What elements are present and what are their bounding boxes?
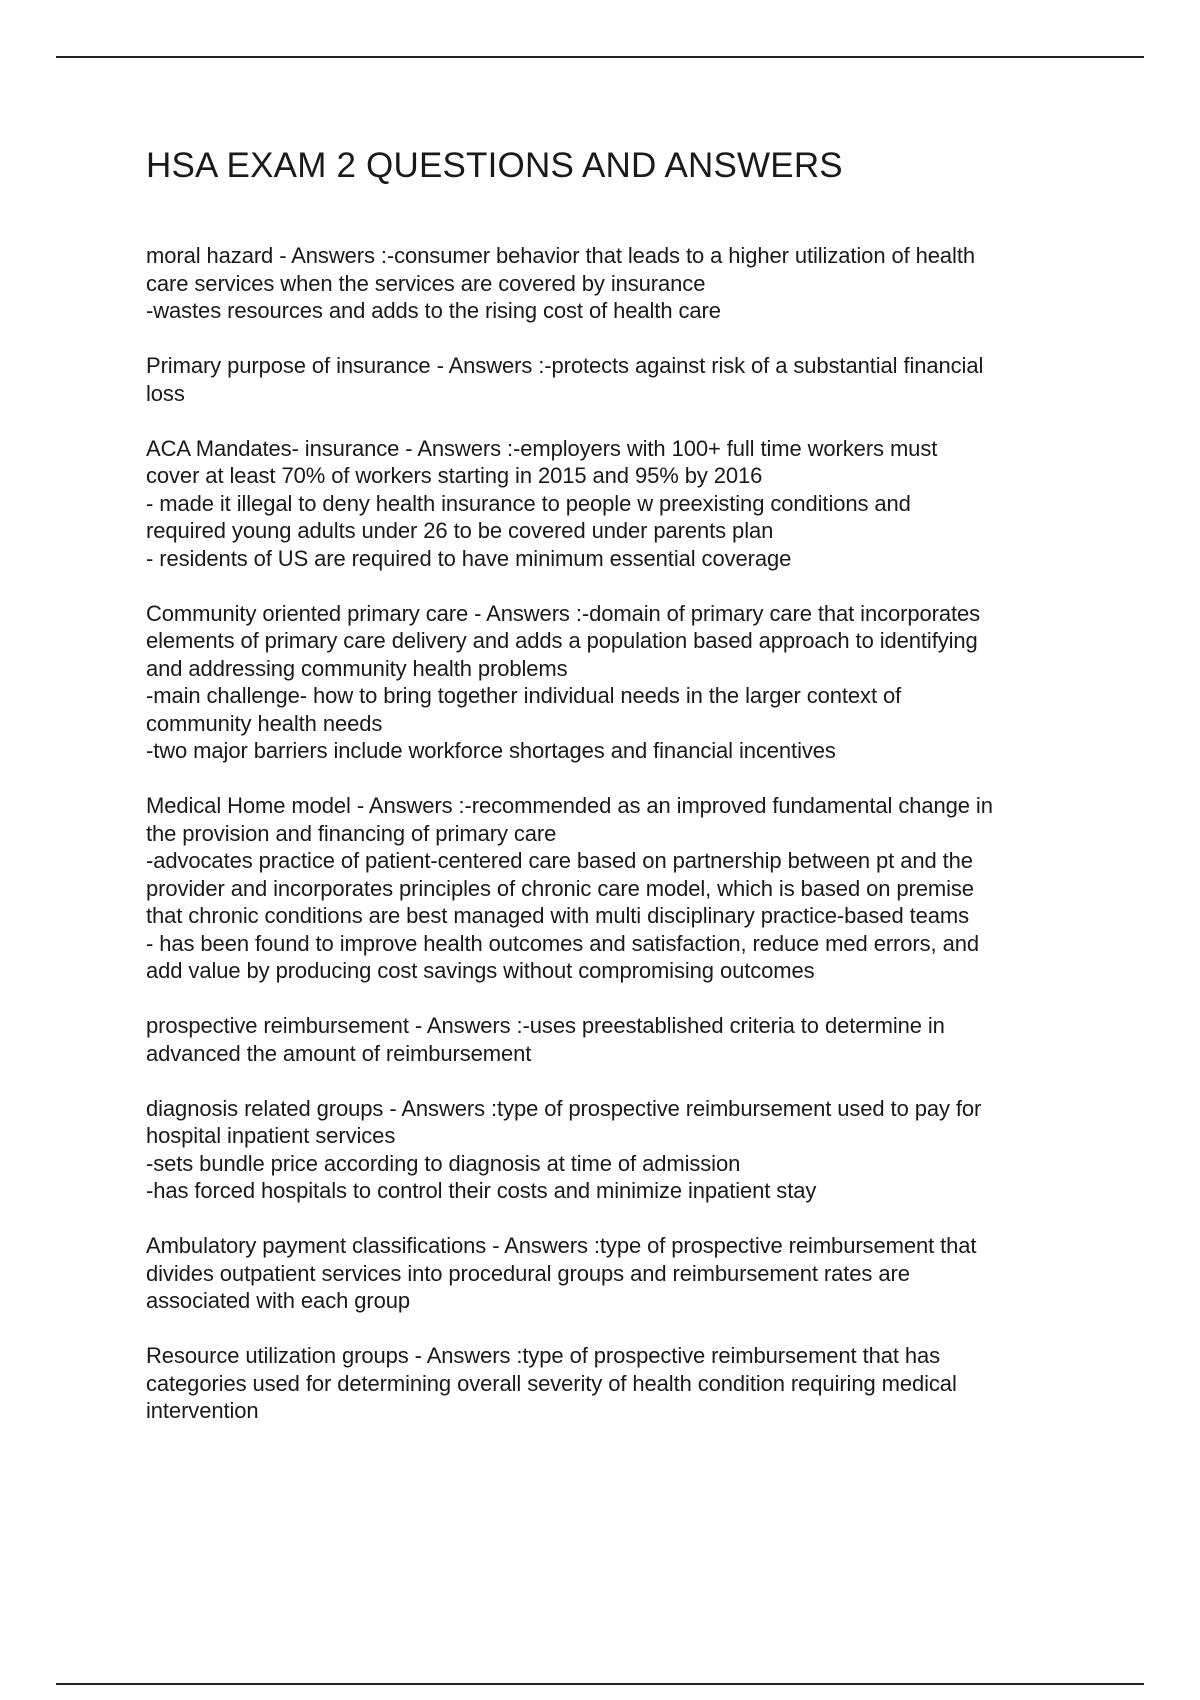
bottom-rule: [56, 1683, 1144, 1685]
qa-answer-line: and addressing community health problems: [146, 655, 568, 681]
qa-answer-line: community health needs: [146, 710, 383, 736]
qa-term-line: Primary purpose of insurance - Answers :-protects against risk of a substantial financial: [146, 353, 984, 378]
document-title: HSA EXAM 2 QUESTIONS AND ANSWERS: [146, 146, 843, 185]
qa-entry: [146, 242, 1096, 325]
qa-entry: [146, 1095, 1096, 1205]
qa-answer-line: hospital inpatient services: [146, 1123, 396, 1148]
qa-term-line: prospective reimbursement - Answers :-uses preestablished criteria to determine in: [146, 1013, 945, 1038]
qa-entry: [146, 435, 1096, 573]
qa-answer-line: divides outpatient services into procedural groups and reimbursement rates are: [146, 1260, 910, 1286]
qa-term-line: moral hazard - Answers :-consumer behavior that leads to a higher utilization of health: [146, 243, 975, 268]
qa-entry: [146, 600, 1096, 765]
qa-answer-line: associated with each group: [146, 1288, 411, 1313]
qa-answer-line: loss: [146, 380, 185, 406]
qa-answer-line: intervention: [146, 1398, 259, 1423]
qa-entry: [146, 352, 1096, 407]
qa-answer-line: -has forced hospitals to control their costs and minimize inpatient stay: [146, 1178, 817, 1203]
qa-list: [146, 242, 1096, 1425]
qa-answer-line: -sets bundle price according to diagnosis at time of admission: [146, 1150, 741, 1176]
qa-term-line: ACA Mandates- insurance - Answers :-employers with 100+ full time workers must: [146, 435, 938, 461]
qa-entry: [146, 1232, 1096, 1315]
qa-answer-line: -main challenge- how to bring together individual needs in the larger context of: [146, 683, 902, 708]
qa-answer-line: that chronic conditions are best managed with multi disciplinary practice-based teams: [146, 903, 970, 928]
qa-answer-line: - made it illegal to deny health insurance to people w preexisting conditions and: [146, 490, 911, 516]
qa-term-line: Resource utilization groups - Answers :type of prospective reimbursement that has: [146, 1343, 941, 1368]
qa-answer-line: categories used for determining overall severity of health condition requiring medical: [146, 1370, 957, 1396]
qa-answer-line: add value by producing cost savings without compromising outcomes: [146, 958, 815, 983]
qa-answer-line: -wastes resources and adds to the rising cost of health care: [146, 298, 721, 323]
qa-answer-line: - residents of US are required to have minimum essential coverage: [146, 545, 792, 571]
qa-entry: [146, 1342, 1096, 1425]
qa-answer-line: the provision and financing of primary care: [146, 820, 557, 846]
qa-answer-line: - has been found to improve health outcomes and satisfaction, reduce med errors, and: [146, 930, 979, 956]
qa-term-line: diagnosis related groups - Answers :type of prospective reimbursement used to pay for: [146, 1095, 982, 1121]
qa-entry: [146, 1012, 1096, 1067]
qa-answer-line: -advocates practice of patient-centered care based on partnership between pt and the: [146, 848, 973, 873]
qa-answer-line: provider and incorporates principles of chronic care model, which is based on premise: [146, 875, 974, 901]
document-body: [146, 142, 1096, 1452]
qa-term-line: Ambulatory payment classifications - Answers :type of prospective reimbursement that: [146, 1233, 977, 1258]
qa-answer-line: advanced the amount of reimbursement: [146, 1040, 532, 1066]
qa-answer-line: cover at least 70% of workers starting in 2015 and 95% by 2016: [146, 463, 763, 488]
qa-answer-line: elements of primary care delivery and adds a population based approach to identifying: [146, 628, 978, 653]
qa-answer-line: required young adults under 26 to be covered under parents plan: [146, 518, 774, 543]
qa-term-line: Medical Home model - Answers :-recommended as an improved fundamental change in: [146, 793, 993, 818]
qa-entry: [146, 792, 1096, 985]
top-rule: [56, 56, 1144, 58]
qa-answer-line: -two major barriers include workforce shortages and financial incentives: [146, 738, 836, 763]
qa-term-line: Community oriented primary care - Answers :-domain of primary care that incorporates: [146, 600, 981, 626]
qa-answer-line: care services when the services are covered by insurance: [146, 270, 706, 296]
